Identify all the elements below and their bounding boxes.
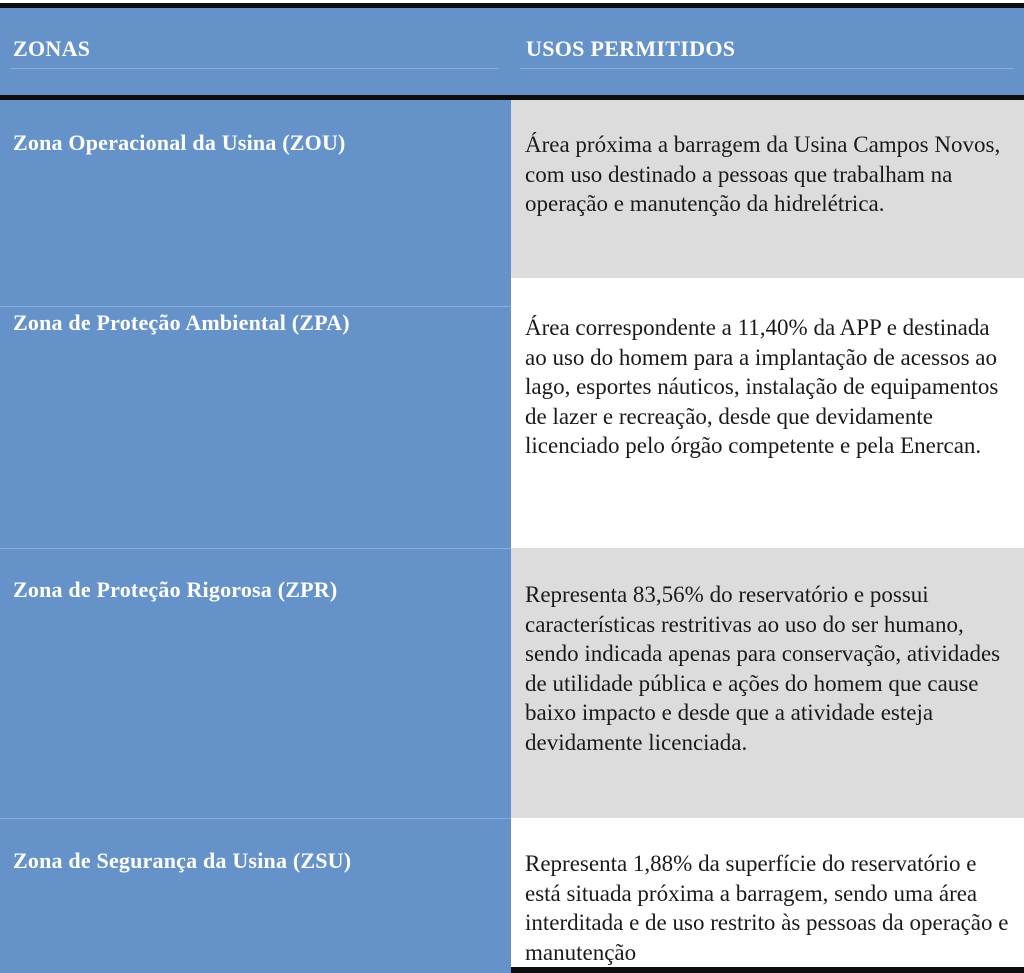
use-description: Área próxima a barragem da Usina Campos Novos, com uso destinado a pessoas que trabalham na operação e manutenção da hidrelétrica.: [525, 132, 1001, 216]
table-row: [511, 278, 1024, 548]
bottom-rule: [511, 967, 1024, 973]
header-uses: USOS PERMITIDOS: [526, 36, 736, 61]
use-description: Área correspondente a 11,40% da APP e destinada ao uso do homem para a implantação de acessos ao lago, esportes náuticos, instalação de equipamentos de lazer e recreação, desde que devidamente licenciado pelo órgão competente e pela Enercan.: [525, 315, 999, 458]
header-divider: [10, 68, 498, 69]
zone-column: [0, 100, 511, 973]
header-divider: [520, 68, 1014, 69]
use-description: Representa 83,56% do reservatório e possui características restritivas ao uso do ser humano, sendo indicada apenas para conservação, atividades de utilidade pública e ações do homem que cause baixo impacto e desde que a atividade esteja devidamente licenciada.: [525, 582, 1001, 755]
zone-name: Zona de Proteção Rigorosa (ZPR): [13, 577, 338, 602]
zone-name: Zona Operacional da Usina (ZOU): [13, 130, 346, 155]
header-zones: ZONAS: [13, 36, 91, 61]
row-separator: [0, 306, 511, 307]
table-header: [0, 8, 1024, 95]
row-separator: [0, 818, 511, 819]
table-row: [511, 818, 1024, 973]
use-description: Representa 1,88% da superfície do reservatório e está situada próxima a barragem, sendo uma área interditada e de uso restrito às pessoas da operação e manutenção: [525, 851, 1009, 965]
table-row: [511, 548, 1024, 818]
table-row: [511, 100, 1024, 278]
zone-name: Zona de Segurança da Usina (ZSU): [13, 848, 352, 873]
row-separator: [0, 548, 511, 549]
zone-name: Zona de Proteção Ambiental (ZPA): [13, 310, 350, 335]
